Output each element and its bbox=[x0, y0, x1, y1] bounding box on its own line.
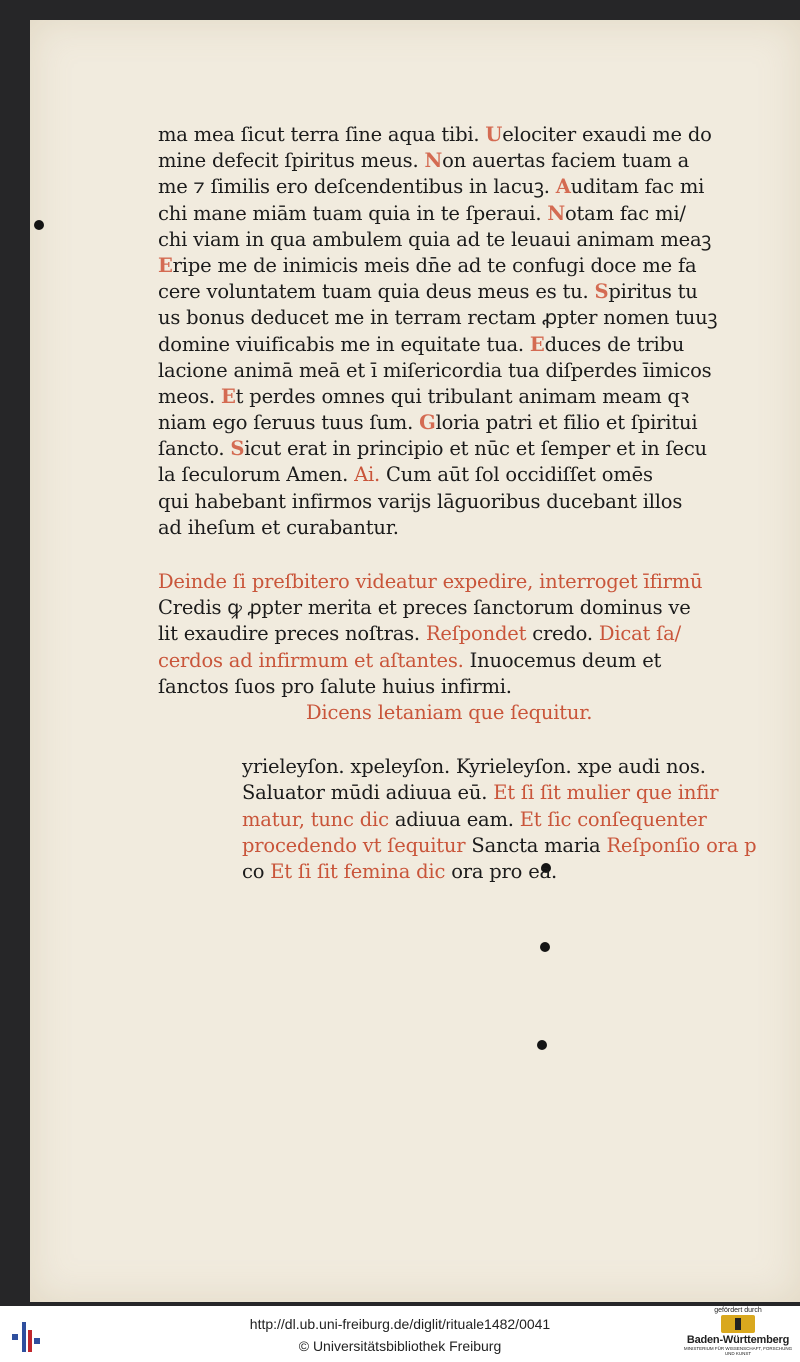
text-segment: chi viam in qua ambulem quia ad te leuaui animam meaꝫ bbox=[158, 227, 712, 251]
text-segment: me ⁊ ſimilis ero deſcendentibus in lacuꝫ. bbox=[158, 175, 556, 199]
crest-icon bbox=[721, 1315, 755, 1333]
text-segment: us bonus deducet me in terram rectam ꝓpter nomen tuuꝫ bbox=[158, 306, 718, 330]
text-segment: ripe me de inimicis meis dn̄e ad te confugi doce me fa bbox=[172, 253, 697, 277]
footer-url-link[interactable]: http://dl.ub.uni-freiburg.de/diglit/rituale1482/0041 bbox=[249, 1316, 551, 1332]
initial-letter: N bbox=[547, 201, 565, 225]
rubric-text: Reſpondet bbox=[425, 622, 527, 646]
initial-letter: E bbox=[158, 253, 173, 277]
rubric-text: cerdos ad infirmum et aſtantes. bbox=[158, 648, 470, 672]
text-segment: t perdes omnes qui tribulant animam meam qꝛ bbox=[235, 384, 689, 408]
text-line bbox=[242, 833, 758, 859]
rubric-text: Dicat ſa/ bbox=[598, 622, 681, 646]
text-segment: ſancto. bbox=[158, 437, 231, 461]
rubric-text: procedendo vt ſequitur bbox=[242, 833, 472, 857]
text-line bbox=[158, 253, 758, 279]
text-segment: mine defecit ſpiritus meus. bbox=[158, 149, 425, 173]
text-line bbox=[158, 227, 758, 253]
footer-bar bbox=[0, 1306, 800, 1362]
ink-dot bbox=[537, 1040, 547, 1050]
text-segment: otam fac mi/ bbox=[564, 201, 686, 225]
text-line bbox=[158, 201, 758, 227]
text-segment: ma mea ſicut terra ſine aqua tibi. bbox=[158, 123, 486, 146]
text-line bbox=[158, 648, 758, 674]
sponsor-subtitle: MINISTERIUM FÜR WISSENSCHAFT, FORSCHUNG UND KUNST bbox=[683, 1346, 793, 1356]
text-segment: yrieleyſon. xpeleyſon. Kyrieleyſon. xpe audi nos. bbox=[242, 755, 706, 779]
ink-dot bbox=[540, 942, 550, 952]
text-segment: co bbox=[242, 859, 271, 883]
text-section-rubric bbox=[158, 569, 758, 700]
text-line bbox=[242, 780, 758, 806]
sponsor-name: Baden-Württemberg bbox=[686, 1334, 790, 1346]
text-segment: elociter exaudi me do bbox=[502, 123, 712, 146]
text-line bbox=[158, 279, 758, 305]
text-line bbox=[158, 436, 758, 462]
initial-letter: E bbox=[220, 384, 236, 408]
text-segment: loria patri et filio et ſpiritui bbox=[435, 411, 698, 435]
initial-letter: S bbox=[594, 280, 609, 304]
text-line bbox=[158, 489, 758, 515]
text-segment: cere voluntatem tuam quia deus meus es tu. bbox=[158, 280, 595, 304]
rubric-text: Deinde ſi preſbitero videatur expedire, interroget īfirmū bbox=[158, 570, 703, 593]
rubric-text: Reſponſio ora p bbox=[606, 833, 757, 857]
initial-letter: S bbox=[230, 437, 245, 461]
rubric-text: matur, tunc dic bbox=[242, 807, 395, 831]
text-segment: Inuocemus deum et bbox=[469, 648, 662, 672]
text-section-litany bbox=[158, 754, 758, 885]
text-line bbox=[158, 462, 758, 488]
text-line bbox=[158, 595, 758, 621]
sponsor-caption: gefördert durch bbox=[714, 1307, 762, 1314]
text-segment: icut erat in principio et nūc et ſemper et in ſecu bbox=[244, 437, 707, 461]
text-segment: Saluator mūdi adiuua eū. bbox=[242, 781, 494, 805]
initial-letter: A bbox=[555, 175, 571, 199]
text-segment: on auertas faciem tuam a bbox=[442, 149, 690, 173]
text-line bbox=[242, 807, 758, 833]
sponsor-logo bbox=[680, 1306, 796, 1362]
initial-letter: E bbox=[529, 332, 545, 356]
text-line bbox=[158, 569, 758, 595]
initial-letter: N bbox=[424, 149, 443, 173]
page-text bbox=[158, 122, 758, 885]
text-line bbox=[158, 384, 758, 410]
text-segment: adiuua eam. bbox=[394, 807, 520, 831]
text-segment: credo. bbox=[526, 622, 599, 646]
text-segment: Cum aūt ſol occidiſſet omēs bbox=[380, 463, 653, 487]
text-segment: uditam fac mi bbox=[570, 175, 705, 199]
text-segment: Sancta maria bbox=[471, 833, 607, 857]
text-segment: la ſeculorum Amen. bbox=[158, 463, 355, 487]
text-line bbox=[158, 122, 758, 148]
text-line bbox=[158, 148, 758, 174]
text-line bbox=[158, 358, 758, 384]
text-segment: ad iheſum et curabantur. bbox=[158, 515, 399, 539]
text-segment: lacione animā meā et ī miſericordia tua diſperdes īimicos bbox=[158, 358, 712, 382]
initial-letter: G bbox=[419, 411, 436, 435]
text-line bbox=[158, 410, 758, 436]
text-segment: ſanctos ſuos pro ſalute huius infirmi. bbox=[158, 674, 512, 698]
text-line bbox=[242, 754, 758, 780]
text-line bbox=[242, 859, 758, 885]
text-segment: duces de tribu bbox=[544, 332, 685, 356]
text-line bbox=[158, 674, 758, 700]
text-segment: chi mane miām tuam quia in te ſperaui. bbox=[158, 201, 548, 225]
text-segment: domine viuificabis me in equitate tua. bbox=[158, 332, 530, 356]
text-segment: piritus tu bbox=[608, 280, 698, 304]
text-segment: lit exaudire preces noſtras. bbox=[158, 622, 426, 646]
text-segment: niam ego ſeruus tuus ſum. bbox=[158, 411, 420, 435]
text-segment: ora pro ea. bbox=[451, 859, 557, 883]
initial-letter: U bbox=[485, 123, 503, 146]
text-section-psalm bbox=[158, 122, 758, 541]
footer-copyright: © Universitätsbibliothek Freiburg bbox=[298, 1338, 502, 1354]
text-line bbox=[158, 621, 758, 647]
rubric-text: Et ſi ſit mulier que infir bbox=[493, 781, 719, 805]
text-segment: qui habebant infirmos varijs lāguoribus ducebant illos bbox=[158, 489, 683, 513]
binding-hole bbox=[34, 220, 44, 230]
center-rubric-line: Dicens letaniam que ſequitur. bbox=[306, 700, 593, 724]
text-segment: Credis ꝙ ꝓpter merita et preces ſanctorum dominus ve bbox=[158, 596, 691, 620]
text-line bbox=[158, 305, 758, 331]
text-line bbox=[158, 515, 758, 541]
rubric-text: Et ſic conſequenter bbox=[519, 807, 707, 831]
text-line bbox=[158, 174, 758, 200]
text-line bbox=[158, 332, 758, 358]
text-segment: meos. bbox=[158, 384, 221, 408]
rubric-text: Et ſi ſit femina dic bbox=[270, 859, 452, 883]
rubric-text: Ai. bbox=[354, 463, 381, 487]
